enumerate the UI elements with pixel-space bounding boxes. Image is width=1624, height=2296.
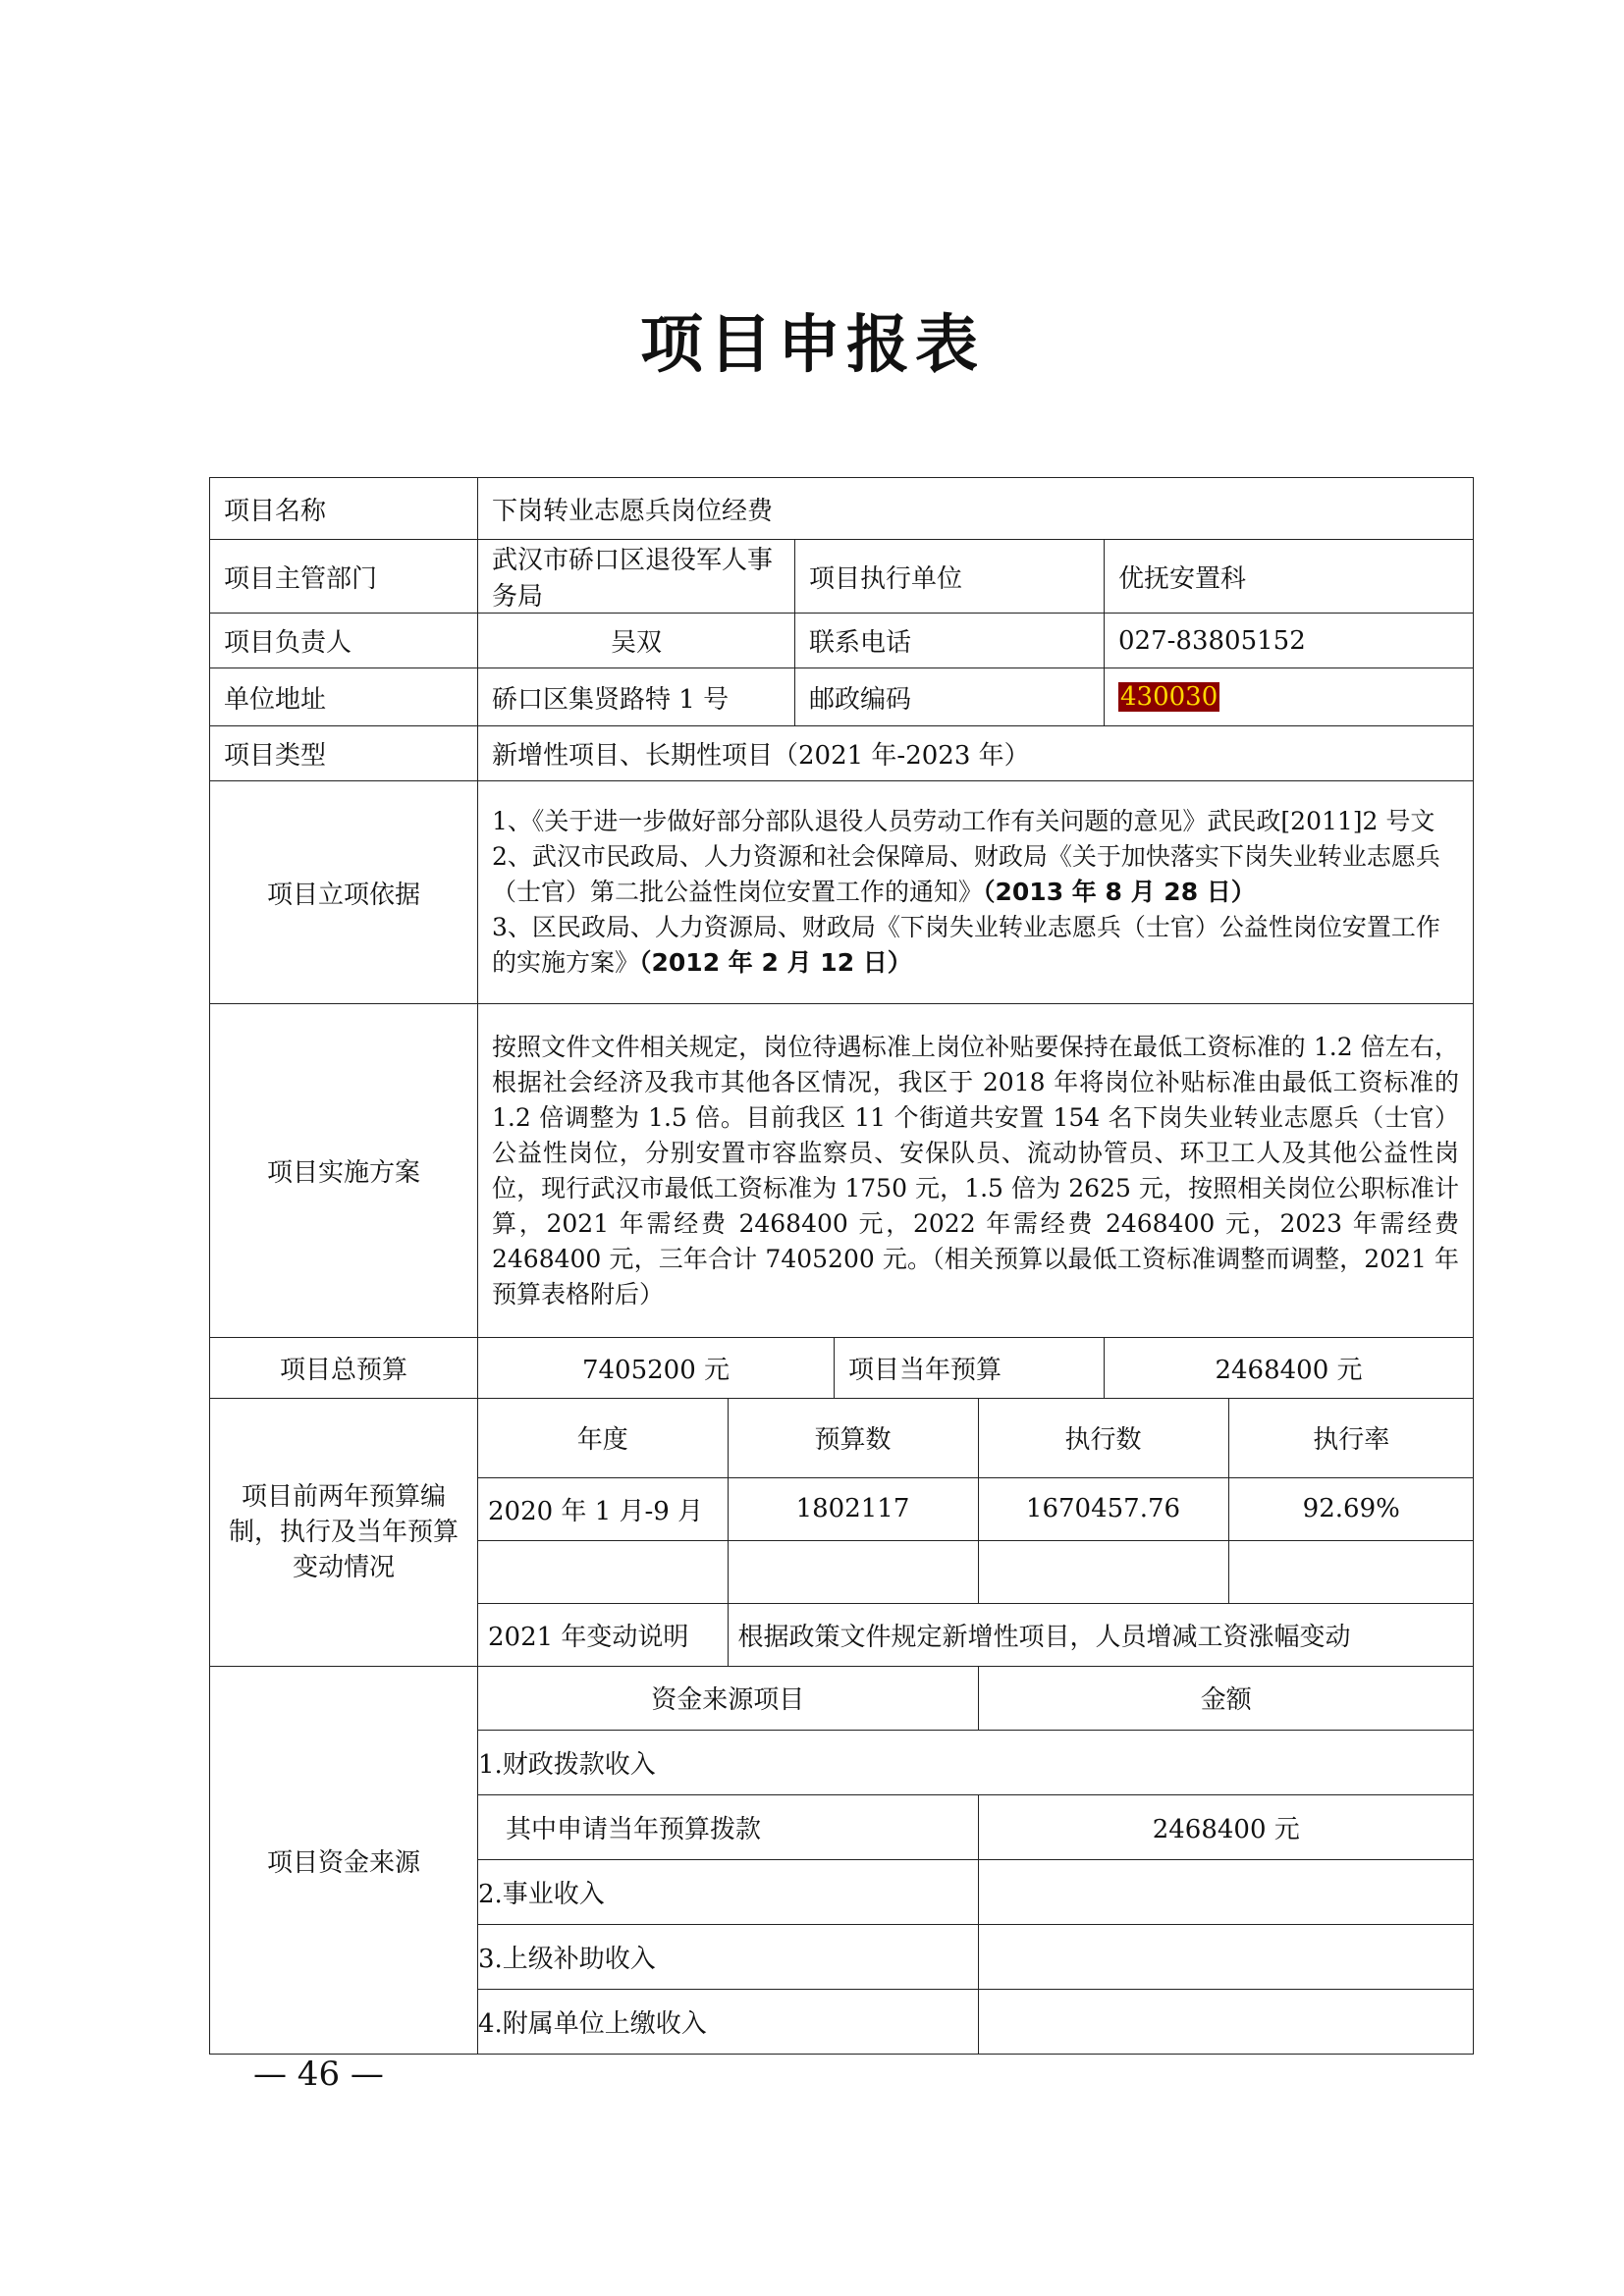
plan-content: [478, 1004, 1474, 1338]
row-basis: [210, 781, 1474, 1004]
funding-item-2-amount: [978, 1859, 1474, 1924]
total-budget-value: 7405200 元: [478, 1338, 835, 1399]
zip-cell: [1105, 668, 1474, 726]
funding-item-1: 1.财政拨款收入: [478, 1730, 1474, 1794]
history-row-empty: [478, 1540, 1474, 1603]
funding-item-1a: 其中申请当年预算拨款: [478, 1794, 978, 1859]
project-type-label: 项目类型: [210, 726, 478, 781]
history-empty-cell: [1228, 1540, 1474, 1603]
history-executed-cell: 1670457.76: [978, 1477, 1228, 1540]
basis-line-1: 1、《关于进一步做好部分部队退役人员劳动工作有关问题的意见》武民政[2011]2 号文: [492, 807, 1435, 835]
page-number: — 46 —: [253, 2055, 384, 2094]
funding-row-4: [478, 1989, 1474, 2054]
department-label: 项目主管部门: [210, 540, 478, 614]
basis-content: [478, 781, 1474, 1004]
basis-label: 项目立项依据: [210, 781, 478, 1004]
history-cell: [478, 1399, 1474, 1667]
plan-label: 项目实施方案: [210, 1004, 478, 1338]
history-rate-cell: 92.69%: [1228, 1477, 1474, 1540]
funding-header-row: [478, 1667, 1474, 1730]
leader-value: 吴双: [478, 614, 795, 668]
row-department: [210, 540, 1474, 614]
zip-value: 430030: [1120, 682, 1218, 712]
history-change-row: [478, 1603, 1474, 1666]
row-history: [210, 1399, 1474, 1667]
history-empty-cell: [978, 1540, 1228, 1603]
basis-line-2-text: 2、武汉市民政局、人力资源和社会保障局、财政局《关于加快落实下岗失业转业志愿兵（士官）第二批公益性岗位安置工作的通知》: [492, 842, 1440, 906]
leader-label: 项目负责人: [210, 614, 478, 668]
history-header-executed: 执行数: [978, 1399, 1228, 1477]
history-year-cell: 2020 年 1 月-9 月: [478, 1477, 728, 1540]
history-empty-cell: [728, 1540, 978, 1603]
row-plan: [210, 1004, 1474, 1338]
year-budget-value: 2468400 元: [1105, 1338, 1474, 1399]
history-row-2020: [478, 1477, 1474, 1540]
zip-label: 邮政编码: [795, 668, 1105, 726]
history-empty-cell: [478, 1540, 728, 1603]
project-application-table: [209, 477, 1474, 2055]
exec-unit-label: 项目执行单位: [795, 540, 1105, 614]
exec-unit-value: 优抚安置科: [1105, 540, 1474, 614]
phone-value: 027-83805152: [1105, 614, 1474, 668]
row-leader: [210, 614, 1474, 668]
change-value: 根据政策文件规定新增性项目，人员增减工资涨幅变动: [728, 1603, 1474, 1666]
funding-item-4-amount: [978, 1989, 1474, 2054]
basis-line-3-text: 3、区民政局、人力资源局、财政局《下岗失业转业志愿兵（士官）公益性岗位安置工作的实施方案》: [492, 913, 1440, 977]
year-budget-label: 项目当年预算: [835, 1338, 1105, 1399]
row-address: [210, 668, 1474, 726]
funding-header-amount: 金额: [978, 1667, 1474, 1730]
basis-line-2: [492, 839, 1459, 910]
total-budget-label: 项目总预算: [210, 1338, 478, 1399]
history-header-budget: 预算数: [728, 1399, 978, 1477]
project-name-label: 项目名称: [210, 478, 478, 540]
funding-row-1: [478, 1730, 1474, 1794]
history-header-year: 年度: [478, 1399, 728, 1477]
row-project-name: [210, 478, 1474, 540]
address-label: 单位地址: [210, 668, 478, 726]
funding-row-1a: [478, 1794, 1474, 1859]
history-budget-cell: 1802117: [728, 1477, 978, 1540]
plan-text: 按照文件文件相关规定，岗位待遇标准上岗位补贴要保持在最低工资标准的 1.2 倍左右，根据社会经济及我市其他各区情况，我区于 2018 年将岗位补贴标准由最低工资标准的 1.2 倍调整为 1.5 倍。目前我区 11 个街道共安置 154 名下岗失业转业志愿兵（士官）公益性岗位，分别安置市容监察员、安保队员、流动协管员、环卫工人及其他公益性岗位，现行武汉市最低工资标准为 1750 元，1.5 倍为 2625 元，按照相关岗位公职标准计算，2021 年需经费 2468400 元，2022 年需经费 2468400 元，2023 年需经费 2468400 元，三年合计 7405200 元。（相关预算以最低工资标准调整而调整，2021 年预算表格附后）: [492, 1032, 1460, 1308]
phone-label: 联系电话: [795, 614, 1105, 668]
funding-cell: [478, 1667, 1474, 2055]
funding-table: [478, 1667, 1474, 2054]
funding-header-item: 资金来源项目: [478, 1667, 978, 1730]
address-value: 硚口区集贤路特 1 号: [478, 668, 795, 726]
change-label: 2021 年变动说明: [478, 1603, 728, 1666]
basis-line-3: [492, 910, 1459, 981]
funding-item-3-amount: [978, 1924, 1474, 1989]
funding-item-3: 3.上级补助收入: [478, 1924, 978, 1989]
funding-item-2: 2.事业收入: [478, 1859, 978, 1924]
funding-item-1a-amount: 2468400 元: [978, 1794, 1474, 1859]
history-table: [478, 1399, 1474, 1666]
history-label: 项目前两年预算编制，执行及当年预算变动情况: [210, 1399, 478, 1667]
history-header-rate: 执行率: [1228, 1399, 1474, 1477]
project-type-value: 新增性项目、长期性项目（2021 年-2023 年）: [478, 726, 1474, 781]
basis-line-3-date: （2012 年 2 月 12 日）: [639, 948, 912, 977]
funding-item-4: 4.附属单位上缴收入: [478, 1989, 978, 2054]
basis-line-2-date: （2013 年 8 月 28 日）: [983, 878, 1256, 906]
row-project-type: [210, 726, 1474, 781]
history-header-row: [478, 1399, 1474, 1477]
funding-row-3: [478, 1924, 1474, 1989]
project-name-value: 下岗转业志愿兵岗位经费: [478, 478, 1474, 540]
row-budget: [210, 1338, 1474, 1399]
page-title: 项目申报表: [640, 309, 984, 382]
funding-label: 项目资金来源: [210, 1667, 478, 2055]
funding-row-2: [478, 1859, 1474, 1924]
row-funding: [210, 1667, 1474, 2055]
department-value: 武汉市硚口区退役军人事务局: [478, 540, 795, 614]
